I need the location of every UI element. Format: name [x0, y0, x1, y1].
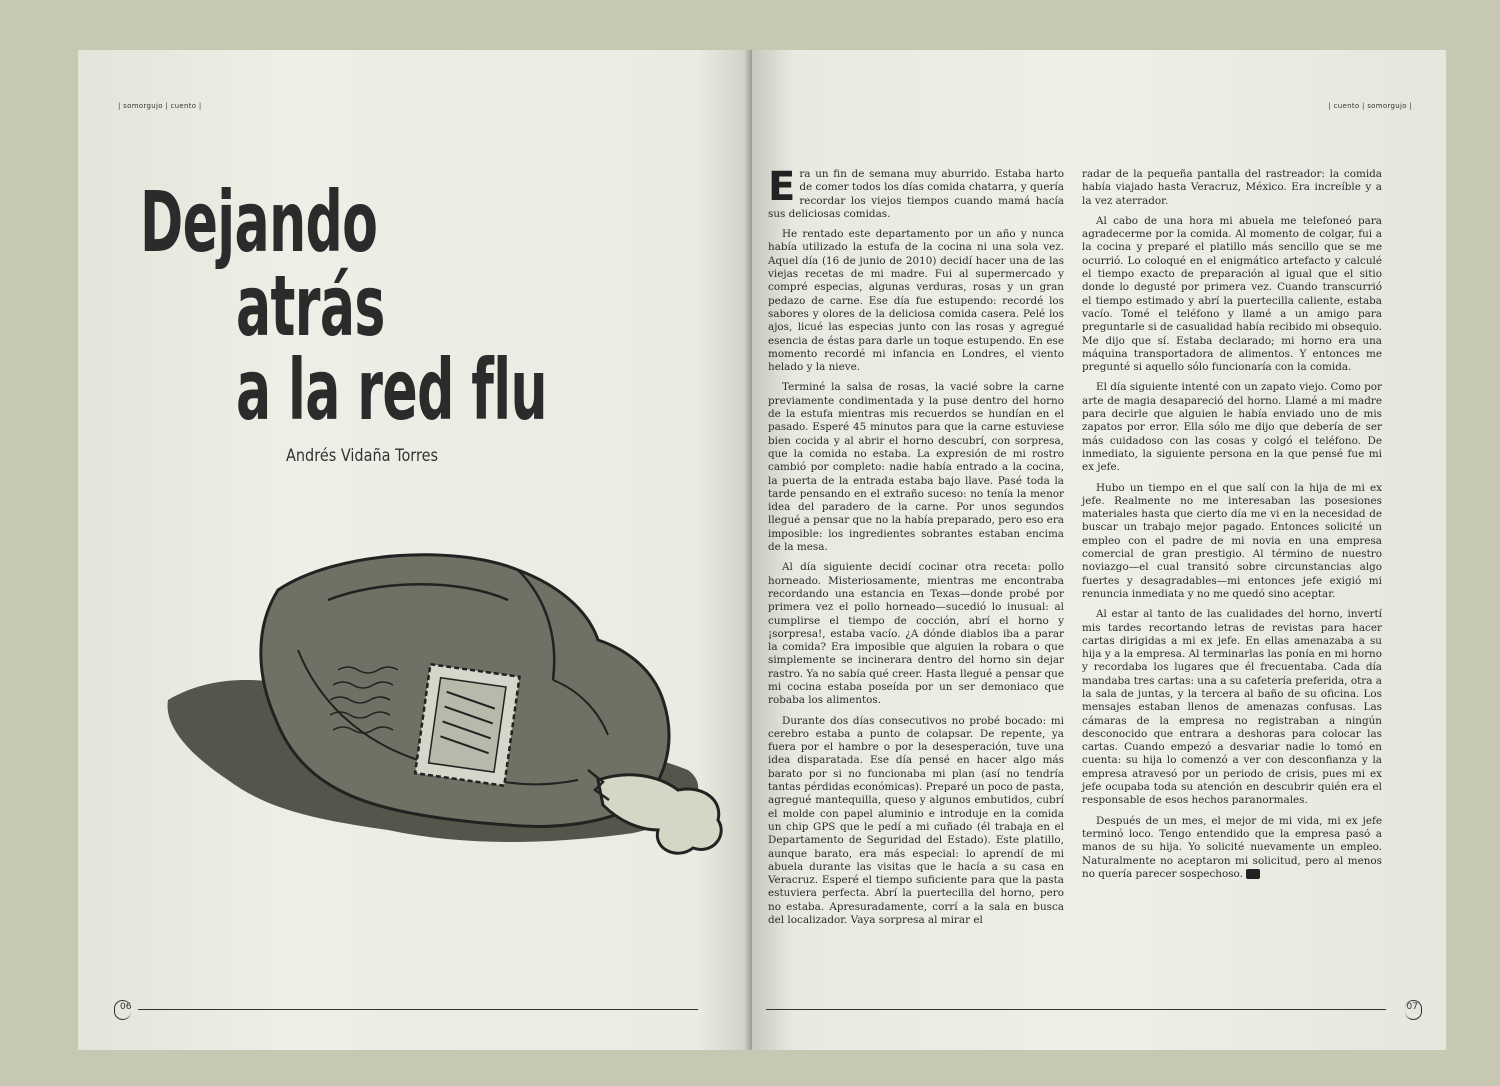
paragraph: El día siguiente intenté con un zapato viejo. Como por arte de magia desapareció del horno. Llamé a mi madre para decirle que alguien le había enviado uno de mis zapatos por error. Ella sólo me dijo que debería de ser más cuidadoso con las cosas y colgó el teléfono. De inmediato, la siguiente persona en la que pensé fue mi ex jefe.: [1082, 381, 1382, 474]
footer-rule-left: [138, 1009, 698, 1010]
roast-chicken-illustration: [158, 530, 738, 870]
paragraph: Al cabo de una hora mi abuela me telefoneó para agradecerme por la comida. Al momento de colgar, fui a la cocina y preparé el platillo más sencillo que se me ocurrió. Lo coloqué en el enigmático artefacto y calculé el tiempo exacto de preparación al igual que el sitio donde lo degusté por primera vez. Cuando transcurrió el tiempo estimado y abrí la puertecilla caliente, estaba vacío. Tomé el teléfono y llamé a un amigo para preguntarle si de casualidad había recibido mi obsequio. Me dijo que sí. Estaba declarado; mi horno era una máquina transportadora de alimentos. Y entonces me pregunté si aquello sólo funcionaría con la comida.: [1082, 214, 1382, 374]
paragraph: [1082, 815, 1382, 881]
paragraph: radar de la pequeña pantalla del rastreador: la comida había viajado hasta Veracruz, México. Era increíble y a la vez aterrador.: [1082, 168, 1382, 207]
page-number-left: 06: [120, 1002, 132, 1012]
footer-rule-right: [766, 1009, 1386, 1010]
paragraph: Al día siguiente decidí cocinar otra receta: pollo horneado. Misteriosamente, mientras me encontraba recordando una estancia en Texas—donde probé por primera vez el pollo horneado—sucedió lo inusual: al cumplirse el tiempo de cocción, abrí el horno y ¡sorpresa!, estaba vacío. ¿A dónde diablos iba a parar la comida? Era imposible que alguien la robara o que simplemente se incinerara dentro del horno sin dejar rastro. Ya no sabía qué creer. Hasta llegué a pensar que mi cocina estaba poseída por un ser demoniaco que robaba los alimentos.: [768, 561, 1064, 707]
article-column-1: [768, 164, 1064, 934]
drumstick-bone: [598, 775, 721, 853]
magazine-spread: [78, 50, 1446, 1050]
paragraph: Hubo un tiempo en el que salí con la hija de mi ex jefe. Realmente no me interesaban las posesiones materiales hasta que cierto día me vi en la necesidad de buscar un trabajo mejor pagado. Entonces solicité un empleo con el padre de mi novia en una empresa comercial de gran prestigio. Al término de nuestro noviazgo—el cual transitó sobre circunstancias algo fuertes y desagradables—mi entonces jefe exigió mi renuncia inmediata y no me quedó sino aceptar.: [1082, 481, 1382, 600]
paragraph: [768, 164, 1064, 221]
postage-stamp: [415, 664, 519, 785]
running-head-left: | somorgujo | cuento |: [118, 102, 202, 110]
page-number-right: 07: [1406, 1002, 1418, 1012]
article-column-2: [1082, 168, 1382, 888]
running-head-right: | cuento | somorgujo |: [1328, 102, 1412, 110]
paragraph: Terminé la salsa de rosas, la vacié sobre la carne previamente condimentada y la puse dentro del horno de la estufa mientras mis recuerdos se hundían en el pasado. Esperé 45 minutos para que la carne estuviese bien cocida y al abrir el horno descubrí, con sorpresa, que la comida no estaba. La expresión de mi rostro cambió por completo: nadie había entrado a la cocina, la puerta de la entrada estaba bajo llave. Pasé toda la tarde pensando en el extraño suceso: no tenía la menor idea del paradero de la carne. Por unos segundos llegué a pensar que no la había preparado, pero eso era imposible: los ingredientes sobrantes estaban encima de la mesa.: [768, 381, 1064, 554]
author-byline: Andrés Vidaña Torres: [286, 446, 439, 466]
right-page: [752, 50, 1446, 1050]
left-page: [78, 50, 752, 1050]
paragraph: He rentado este departamento por un año y nunca había utilizado la estufa de la cocina ni una sola vez. Aquel día (16 de junio de 2010) decidí hacer una de las viejas recetas de mi madre. Fui al supermercado y compré especias, algunas verduras, rosas y un gran pedazo de carne. Ese día fue estupendo: recordé los sabores y olores de la deliciosa comida casera. Pelé los ajos, licué las especias junto con las rosas y agregué esencia de éstas para darle un toque estupendo. En ese momento recordé mi infancia en Londres, el viento helado y la nieve.: [768, 228, 1064, 374]
end-of-article-icon: [1246, 869, 1260, 879]
paragraph-text: ra un fin de semana muy aburrido. Estaba harto de comer todos los días comida chatarra, y quería recordar los viejos tiempos cuando mamá hacía sus deliciosas comidas.: [768, 168, 1064, 220]
title-line-2: atrás: [236, 257, 385, 355]
title-line-3: a la red flu: [236, 341, 547, 439]
paragraph: Al estar al tanto de las cualidades del horno, invertí mis tardes recortando letras de revistas para hacer cartas dirigidas a mi ex jefe. En ellas amenazaba a su hija y a la empresa. Al terminarlas las ponía en mi horno y recordaba los lugares que él frecuentaba. Cada día mandaba tres cartas: una a su cafetería preferida, otra a la sala de juntas, y la tercera al baño de su oficina. Los mensajes estaban llenos de amenazas confusas. Las cámaras de la empresa no registraban a ningún desconocido que entrara a deshoras para colocar las cartas. Cuando empezó a desvariar nadie lo tomó en cuenta: su hija lo comenzó a ver con desconfianza y la empresa atravesó por un periodo de crisis, pues mi ex jefe ocupaba toda su atención en descubrir quién era el responsable de esos hechos paranormales.: [1082, 608, 1382, 807]
drop-cap: E: [768, 164, 796, 210]
paragraph-text: Después de un mes, el mejor de mi vida, mi ex jefe terminó loco. Tengo entendido que la empresa pasó a manos de su hija. Yo solicité nuevamente un empleo. Naturalmente no aceptaron mi solicitud, pero al menos no quería parecer sospechoso.: [1082, 814, 1382, 880]
title-line-1: Dejando: [140, 173, 378, 271]
paragraph: Durante dos días consecutivos no probé bocado: mi cerebro estaba a punto de colapsar. De repente, ya fuera por el hambre o por la desesperación, tuve una idea disparatada. Ese día pensé en hacer algo más barato por si no funcionaba mi plan (así no tendría tantas pérdidas económicas). Preparé un poco de pasta, agregué mantequilla, queso y algunos embutidos, cubrí el molde con papel aluminio e introduje en la comida un chip GPS que le pedí a mi cuñado (él trabaja en el Departamento de Seguridad del Estado). Este platillo, aunque barato, era más especial: lo aprendí de mi abuela durante las visitas que le hacía a su casa en Veracruz. Esperé el tiempo suficiente para que la pasta estuviera perfecta. Abrí la puertecilla del horno, pero no estaba. Apresuradamente, corrí a la sala en busca del localizador. Vaya sorpresa al mirar el: [768, 714, 1064, 927]
article-title: [140, 173, 660, 439]
